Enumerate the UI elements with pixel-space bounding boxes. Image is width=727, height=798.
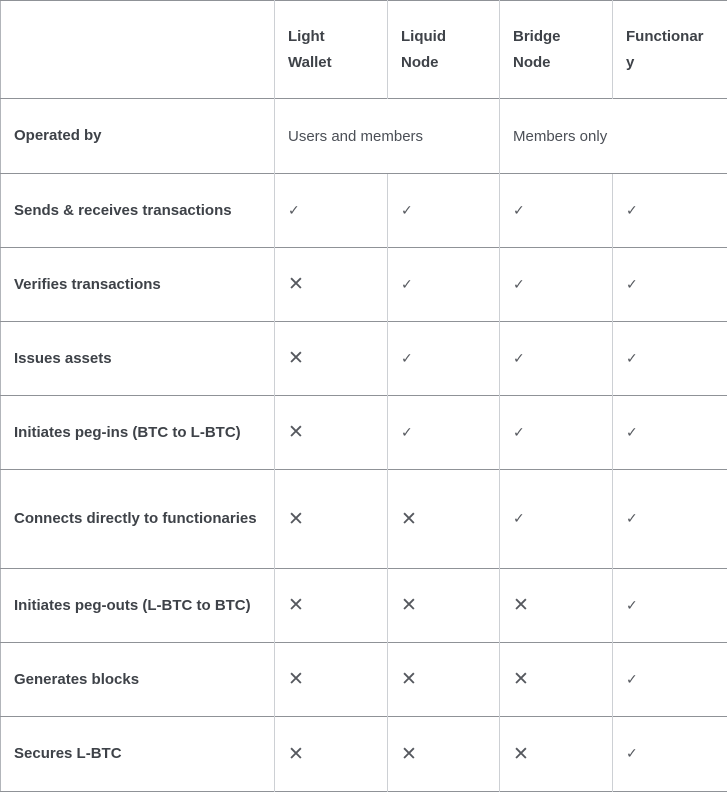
mark-cell: ✓ bbox=[613, 396, 727, 470]
column-header-bridge-node bbox=[500, 1, 613, 99]
column-header-label: Bridge Node bbox=[513, 27, 561, 71]
row-label: Initiates peg-outs (L-BTC to BTC) bbox=[1, 569, 275, 643]
row-label: Secures L-BTC bbox=[1, 717, 275, 792]
mark-cell: ✓ bbox=[500, 322, 613, 396]
table-row bbox=[1, 470, 727, 569]
mark-cell: ✕ bbox=[275, 569, 388, 643]
column-header-label: Liquid Node bbox=[401, 27, 446, 71]
mark-cell: ✓ bbox=[500, 396, 613, 470]
column-header-label: Functionary bbox=[626, 27, 704, 71]
row-label: Issues assets bbox=[1, 322, 275, 396]
row-label: Operated by bbox=[1, 99, 275, 174]
row-label: Initiates peg-ins (BTC to L-BTC) bbox=[1, 396, 275, 470]
mark-cell: ✓ bbox=[613, 248, 727, 322]
table-row bbox=[1, 174, 727, 248]
mark-cell: ✓ bbox=[613, 569, 727, 643]
mark-cell: ✕ bbox=[500, 643, 613, 717]
operated-by-users-cell: Users and members bbox=[275, 99, 500, 174]
mark-cell: ✕ bbox=[275, 322, 388, 396]
table-row bbox=[1, 396, 727, 470]
table-row bbox=[1, 643, 727, 717]
mark-cell: ✓ bbox=[613, 717, 727, 792]
column-header-liquid-node bbox=[388, 1, 500, 99]
row-label: Sends & receives transactions bbox=[1, 174, 275, 248]
mark-cell: ✕ bbox=[388, 470, 500, 569]
mark-cell: ✓ bbox=[388, 248, 500, 322]
row-label: Connects directly to functionaries bbox=[1, 470, 275, 569]
mark-cell: ✓ bbox=[613, 470, 727, 569]
mark-cell: ✕ bbox=[275, 643, 388, 717]
mark-cell: ✕ bbox=[500, 717, 613, 792]
mark-cell: ✕ bbox=[500, 569, 613, 643]
mark-cell: ✓ bbox=[388, 322, 500, 396]
mark-cell: ✕ bbox=[388, 643, 500, 717]
table-row bbox=[1, 569, 727, 643]
mark-cell: ✓ bbox=[613, 643, 727, 717]
mark-cell: ✕ bbox=[388, 717, 500, 792]
mark-cell: ✕ bbox=[275, 470, 388, 569]
table-row bbox=[1, 248, 727, 322]
operated-by-members-cell: Members only bbox=[500, 99, 727, 174]
mark-cell: ✕ bbox=[275, 717, 388, 792]
mark-cell: ✓ bbox=[613, 174, 727, 248]
column-header-light-wallet bbox=[275, 1, 388, 99]
mark-cell: ✕ bbox=[275, 248, 388, 322]
mark-cell: ✓ bbox=[275, 174, 388, 248]
mark-cell: ✕ bbox=[275, 396, 388, 470]
header-empty-cell bbox=[1, 1, 275, 99]
mark-cell: ✓ bbox=[388, 174, 500, 248]
mark-cell: ✓ bbox=[500, 174, 613, 248]
column-header-functionary bbox=[613, 1, 727, 99]
operated-by-row bbox=[1, 99, 727, 174]
mark-cell: ✓ bbox=[613, 322, 727, 396]
column-header-label: Light Wallet bbox=[288, 27, 332, 71]
mark-cell: ✓ bbox=[500, 248, 613, 322]
mark-cell: ✕ bbox=[388, 569, 500, 643]
row-label: Verifies transactions bbox=[1, 248, 275, 322]
table-row bbox=[1, 717, 727, 792]
mark-cell: ✓ bbox=[388, 396, 500, 470]
row-label: Generates blocks bbox=[1, 643, 275, 717]
table-row bbox=[1, 322, 727, 396]
header-row bbox=[1, 1, 727, 99]
mark-cell: ✓ bbox=[500, 470, 613, 569]
